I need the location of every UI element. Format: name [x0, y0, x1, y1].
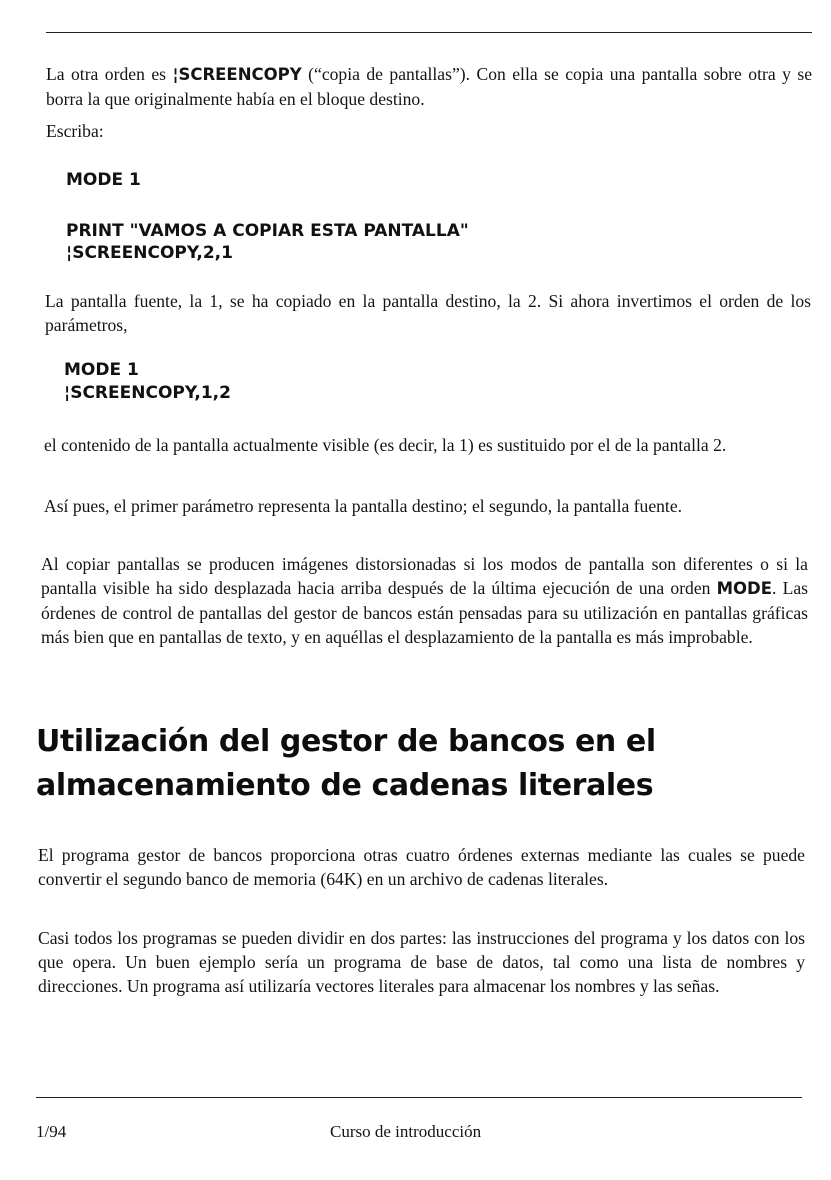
code-line-mode-1: MODE 1	[66, 170, 141, 190]
code-line-mode-1-second: MODE 1	[64, 360, 139, 380]
paragraph-program-parts: Casi todos los programas se pueden dividir en dos partes: las instrucciones del programa y los datos con los que opera. Un buen ejemplo sería un programa de base de datos, tal como una lista de nombres y direcciones. Un programa así utilizaría vectores literales para almacenar los nombres y las señas.	[38, 928, 805, 996]
paragraph-5-text-start: Al copiar pantallas se producen imágenes distorsionadas si los modos de pantalla son diferentes o si la pantalla visible ha sido desplazada hacia arriba después de la última ejecución de una orden	[41, 554, 808, 598]
paragraph-5-text-end: . Las órdenes de control de pantallas del gestor de bancos están pensadas para su utilización en pantallas gráficas más bien que en pantallas de texto, y en aquéllas el desplazamiento de la pantalla es más improbable.	[41, 578, 808, 647]
intro-paragraph	[46, 62, 812, 111]
paragraph-parameter-order: Así pues, el primer parámetro representa la pantalla destino; el segundo, la pantalla fuente.	[44, 496, 683, 516]
intro-text-end: (“copia de pantallas”). Con ella se copia una pantalla sobre otra y se borra la que originalmente había en el bloque destino.	[46, 64, 813, 109]
top-rule	[46, 32, 812, 33]
bottom-rule	[36, 1097, 802, 1098]
mode-command: MODE	[716, 579, 773, 598]
footer-title: Curso de introducción	[330, 1122, 482, 1141]
page-number: 1/94	[36, 1122, 67, 1141]
code-line-screencopy-1-2: ¦SCREENCOPY,1,2	[64, 383, 231, 403]
code-line-print: PRINT "VAMOS A COPIAR ESTA PANTALLA"	[66, 221, 469, 241]
paragraph-bank-manager-orders: El programa gestor de bancos proporciona otras cuatro órdenes externas mediante las cuales se puede convertir el segundo banco de memoria (64K) en un archivo de cadenas literales.	[38, 845, 805, 889]
screencopy-command: ¦SCREENCOPY	[172, 65, 302, 84]
section-heading-line-2: almacenamiento de cadenas literales	[36, 768, 654, 803]
paragraph-distorted-images	[41, 552, 808, 649]
code-line-screencopy-2-1: ¦SCREENCOPY,2,1	[66, 243, 233, 263]
paragraph-source-destination: La pantalla fuente, la 1, se ha copiado en la pantalla destino, la 2. Si ahora invertimos el orden de los parámetros,	[45, 291, 811, 335]
paragraph-visible-screen: el contenido de la pantalla actualmente visible (es decir, la 1) es sustituido por el de la pantalla 2.	[44, 435, 727, 455]
escriba-label: Escriba:	[46, 121, 104, 141]
section-heading	[36, 720, 796, 808]
section-heading-line-1: Utilización del gestor de bancos en el	[36, 724, 656, 759]
intro-text-start: La otra orden es	[46, 64, 173, 84]
